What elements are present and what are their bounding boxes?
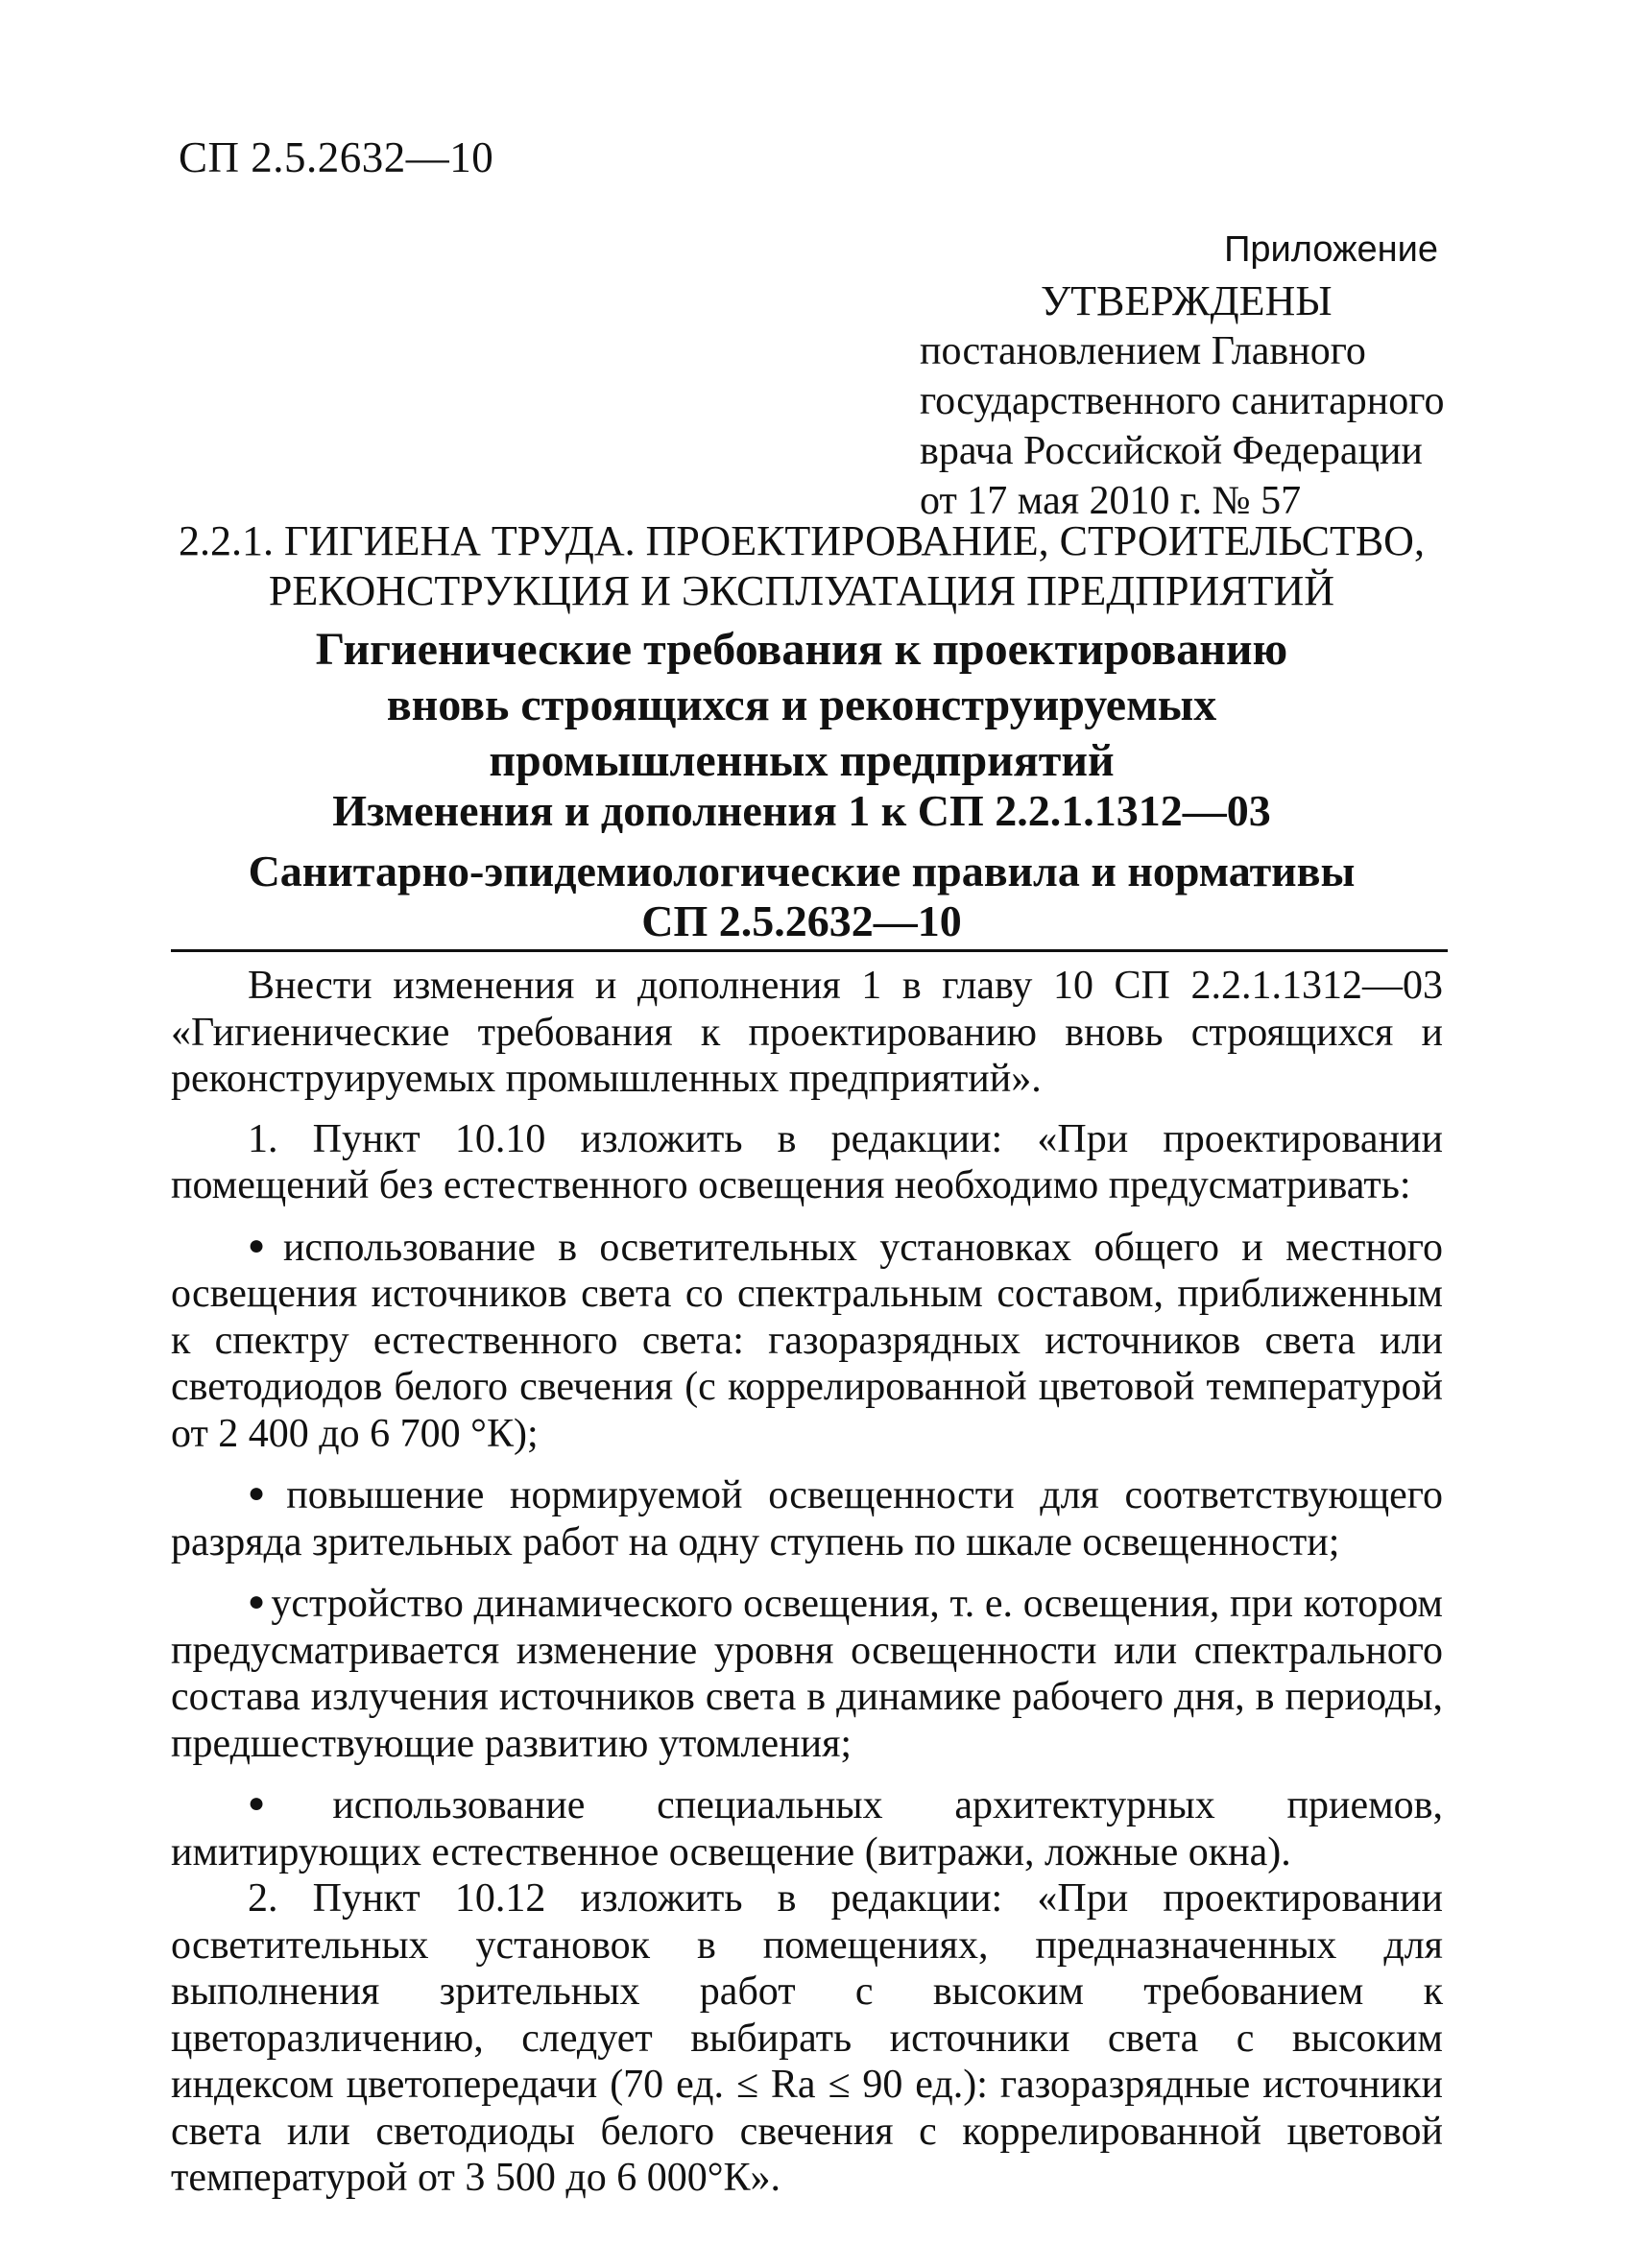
bullet-paragraph bbox=[171, 1223, 1443, 1458]
rules-title-line: СП 2.5.2632—10 bbox=[641, 896, 962, 945]
rules-title bbox=[163, 847, 1440, 946]
bullet-icon: ● bbox=[248, 1586, 266, 1617]
title-line: вновь строящихся и реконструируемых bbox=[386, 680, 1217, 730]
appendix-label: Приложение bbox=[1224, 229, 1438, 270]
amendment-title: Изменения и дополнения 1 к СП 2.2.1.1312—03 bbox=[332, 786, 1271, 835]
approval-line: государственного санитарного bbox=[920, 379, 1445, 423]
bullet-icon: ● bbox=[248, 1229, 277, 1261]
section-heading bbox=[163, 516, 1440, 616]
bullet-icon: ● bbox=[248, 1477, 281, 1509]
document-body bbox=[171, 963, 1443, 2202]
approval-line: постановлением Главного bbox=[920, 329, 1366, 373]
rules-title-line: Санитарно-эпидемиологические правила и нормативы bbox=[248, 847, 1356, 895]
document-code: СП 2.5.2632—10 bbox=[179, 133, 494, 181]
bullet-text: использование в осветительных установках общего и местного освещения источников света со спектральным составом, приближенным к спектру естественного света: газоразрядных источников света или светодиодов белого свечения (с коррелированной цветовой температурой от 2 400 до 6 700 °К); bbox=[171, 1225, 1443, 1456]
horizontal-divider bbox=[171, 949, 1448, 952]
item-2-paragraph: 2. Пункт 10.12 изложить в редакции: «При проектировании осветительных установок в помещениях, предназначенных для выполнения зрительных работ с высоким требованием к цветоразличению, следует выбирать источники света с высоким индексом цветопередачи (70 ед. ≤ Ra ≤ 90 ед.): газоразрядные источники света или светодиоды белого свечения с коррелированной цветовой температурой от 3 500 до 6 000°К». bbox=[171, 1876, 1443, 2200]
bullet-text: использование специальных архитектурных приемов, имитирующих естественное освещение (витражи, ложные окна). bbox=[171, 1783, 1443, 1874]
bullet-paragraph bbox=[171, 1579, 1443, 1767]
document-title bbox=[163, 622, 1440, 789]
approval-line: врача Российской Федерации bbox=[920, 429, 1423, 473]
bullet-paragraph bbox=[171, 1470, 1443, 1565]
bullet-paragraph bbox=[171, 1780, 1443, 1875]
approved-label: УТВЕРЖДЕНЫ bbox=[1041, 277, 1333, 324]
intro-paragraph: Внести изменения и дополнения 1 в главу 10 СП 2.2.1.1312—03 «Гигиенические требования к проектированию вновь строящихся и реконструируемых промышленных предприятий». bbox=[171, 964, 1443, 1101]
bullet-text: повышение нормируемой освещенности для соответствующего разряда зрительных работ на одну ступень по шкале освещенности; bbox=[171, 1473, 1443, 1564]
bullet-text: устройство динамического освещения, т. е. освещения, при котором предусматривается изменение уровня освещенности или спектрального состава излучения источников света в динамике рабочего дня, в периоды, предшествующие развитию утомления; bbox=[171, 1582, 1443, 1766]
item-1-paragraph: 1. Пункт 10.10 изложить в редакции: «При проектировании помещений без естественного освещения необходимо предусматривать: bbox=[171, 1116, 1443, 1207]
title-line: Гигиенические требования к проектированию bbox=[315, 624, 1288, 675]
section-heading-line: 2.2.1. ГИГИЕНА ТРУДА. ПРОЕКТИРОВАНИЕ, СТРОИТЕЛЬСТВО, bbox=[179, 517, 1425, 564]
approval-block bbox=[920, 225, 1457, 526]
bullet-icon: ● bbox=[248, 1787, 327, 1819]
section-heading-line: РЕКОНСТРУКЦИЯ И ЭКСПЛУАТАЦИЯ ПРЕДПРИЯТИЙ bbox=[268, 567, 1335, 614]
approval-line: от 17 мая 2010 г. № 57 bbox=[920, 479, 1302, 523]
title-line: промышленных предприятий bbox=[489, 735, 1115, 786]
